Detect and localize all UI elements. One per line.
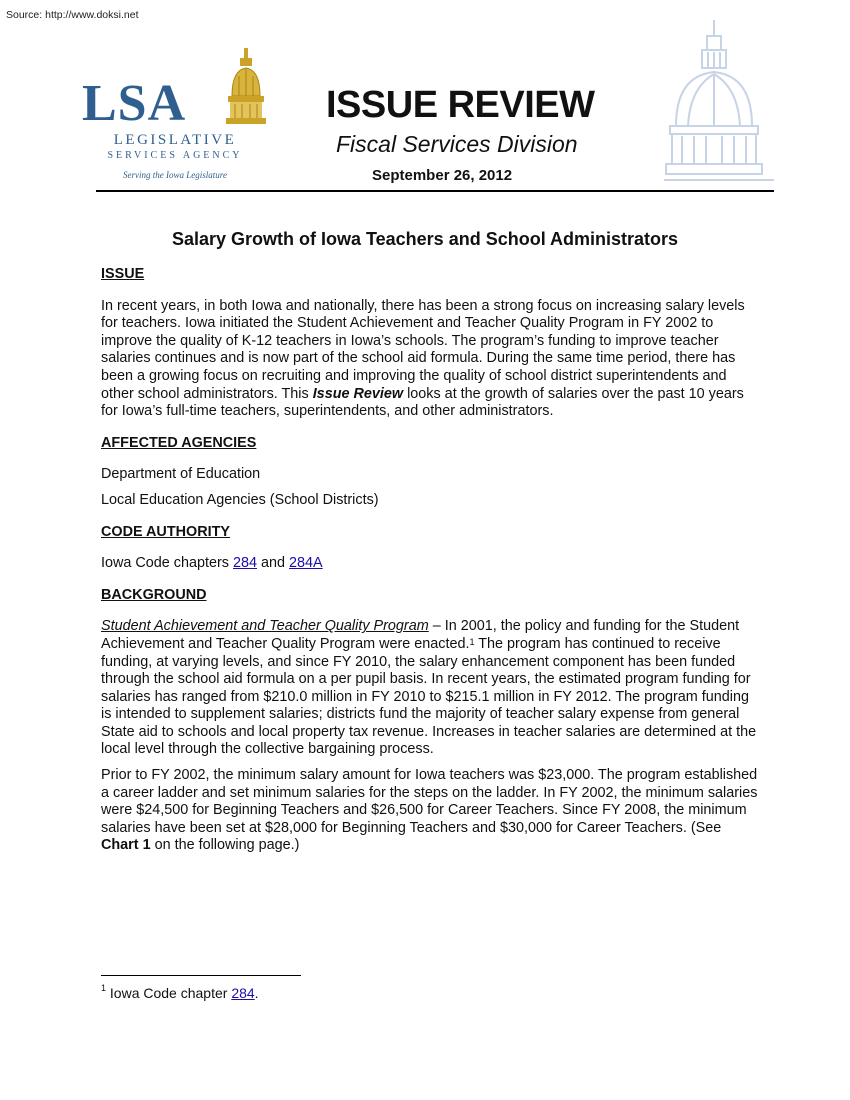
- page-title: ISSUE REVIEW: [326, 84, 595, 126]
- section-heading-background: BACKGROUND: [101, 586, 207, 603]
- program-title: Student Achievement and Teacher Quality Program: [101, 618, 429, 635]
- capitol-dome-icon: [222, 48, 270, 126]
- footnote: $^1$ Iowa Code chapter 284.: [101, 983, 259, 1001]
- section-heading-code-authority: CODE AUTHORITY: [101, 523, 230, 540]
- document-title: Salary Growth of Iowa Teachers and School Administrators: [171, 229, 679, 249]
- lsa-logo: [76, 48, 272, 188]
- logo-line2: SERVICES AGENCY: [107, 150, 243, 161]
- code-authority-text: Iowa Code chapters 284 and 284A: [101, 555, 323, 572]
- issue-paragraph: In recent years, in both Iowa and nationally, there has been a strong focus on increasing salary levels for teachers. Iowa initiated the Student Achievement and Teacher Quality Program in FY 2002 to improve the quality of K-12 teachers in Iowa’s schools. The program’s funding to improve teacher salaries continues and is now part of the school aid formula. During the same time period, there has been a growing focus on recruiting and improving the quality of school district superintendents and other school administrators. This Issue Review looks at the growth of salaries over the past 10 years for Iowa’s full-time teachers, superintendents, and other administrators.: [101, 297, 745, 420]
- agency-item: Department of Education: [101, 466, 261, 483]
- code-link-284[interactable]: 284: [233, 555, 258, 572]
- logo-acronym: LSA: [82, 75, 187, 132]
- code-link-284a[interactable]: 284A: [289, 555, 323, 572]
- section-heading-agencies: AFFECTED AGENCIES: [101, 434, 257, 451]
- footnote-ref[interactable]: 1: [469, 636, 475, 647]
- header-rule: [96, 190, 774, 192]
- agency-item: Local Education Agencies (School Districts): [101, 491, 379, 508]
- capitol-watermark-icon: [664, 18, 774, 184]
- background-paragraph-2: Prior to FY 2002, the minimum salary amount for Iowa teachers was $23,000. The program established a career ladder and set minimum salaries for the steps on the ladder. In FY 2002, the minimum salaries were $24,500 for Beginning Teachers and $26,500 for Career Teachers. Since FY 2008, the minimum salaries have been set at $28,000 for Beginning Teachers and $30,000 for Career Teachers. (See Chart 1 on the following page.): [101, 767, 758, 854]
- division-name: Fiscal Services Division: [336, 131, 578, 157]
- logo-line1: LEGISLATIVE: [113, 132, 237, 148]
- source-note: Source: http://www.doksi.net: [6, 9, 139, 21]
- footnote-rule: [101, 975, 301, 976]
- publish-date: September 26, 2012: [372, 167, 513, 184]
- logo-tagline: Serving the Iowa Legislature: [123, 170, 227, 180]
- footnote-link-284[interactable]: 284: [231, 985, 255, 1001]
- section-heading-issue: ISSUE: [101, 266, 145, 282]
- document-body: [101, 266, 761, 863]
- background-paragraph-1: Student Achievement and Teacher Quality Program – In 2001, the policy and funding for the Student Achievement and Teacher Quality Program were enacted.$^1$ The program has continued to receive funding, at varying levels, and since FY 2010, the salary enhancement component has been funded through the school aid formula on a per pupil basis. In recent years, the estimated program funding for salaries has ranged from $210.0 million in FY 2010 to $215.1 million in FY 2012. The program funding is intended to supplement salaries; districts fund the majority of teacher salary expense from general State aid to schools and local property tax revenue. Increases in teacher salaries are determined at the local level through the collective bargaining process.: [101, 618, 757, 758]
